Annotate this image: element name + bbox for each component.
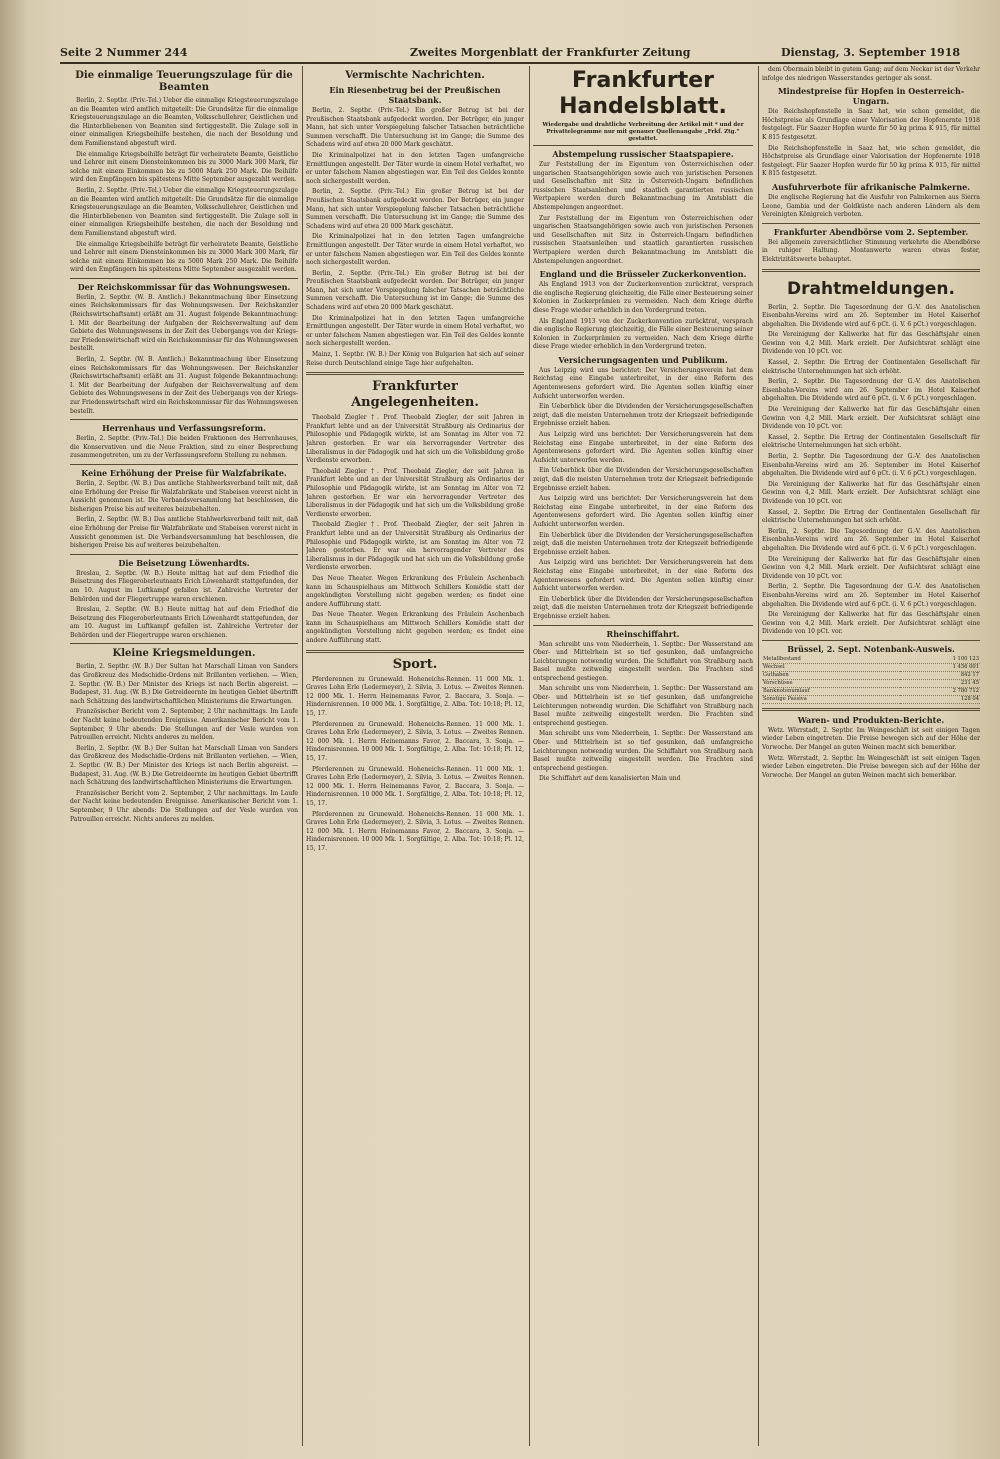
article-paragraph: Pferderennen zu Grunewald. Hoheneichs-Rennen. 11 000 Mk. 1. Graves Lohn Erle (Ledermeyer), 2. Silvia, 3. Lotus. — Zweites Rennen. 12 000 Mk. 1. Herrn Heinemanns Favor, 2. Baccara, 3. Sonja. — Hindernisrennen. 10 000 Mk. 1. Sorgfältige, 2. Alba. Tot: 10:18; Pl. 12, 15, 17. <box>306 720 524 762</box>
table-cell: Metallbestand <box>762 656 900 664</box>
article-paragraph: Kassel, 2. Septbr. Die Ertrag der Continentalen Gesellschaft für elektrische Unternehmungen hat sich erhöht. <box>762 433 980 450</box>
article-paragraph: Französischer Bericht vom 2. September, 2 Uhr nachmittags. Im Laufe der Nacht keine bedeutenden Ereignisse. Amerikanischer Bericht vom 1. September, 9 Uhr abends: Die Stellungen auf der Vesle wurden von Patrouillen erreicht. Nichts anderes zu melden. <box>70 708 298 742</box>
article-paragraph: Zur Feststellung der im Eigentum von Österreichischen oder ungarischen Staatsangehörigen sowie auch von juristischen Personen und Gesellschaften mit Sitz in Österreich-Ungarn befindlichen russischen Staatsanleihen und staatlich garantierten russischen Wertpapiere werden durch Bekanntmachung im Amtsblatt die Abstempelungen angeordnet. <box>533 214 753 265</box>
table-cell: 231 45 <box>900 679 980 687</box>
column-divider <box>302 66 303 1446</box>
article-headline: Ein Riesenbetrug bei der Preußischen Staatsbank. <box>329 85 501 105</box>
article-paragraph: Berlin, 2. Septbr. (W. B.) Der Sultan hat Marschall Liman von Sanders das Großkreuz des Medschidie-Ordens mit Brillanten verliehen. — Wien, 2. Septbr. (W. B.) Der Minister des Kriegs ist nach Berlin abgereist. — Budapest, 31. Aug. (W. B.) Die Getreideernte im heutigen Gebiet übertrifft nach Schätzung des landwirtschaftlichen Ministeriums die Erwartungen. <box>70 663 298 705</box>
column-1 <box>70 66 298 1446</box>
table-title: Brüssel, 2. Sept. Notenbank-Ausweis. <box>787 643 955 654</box>
article-paragraph: Ein Ueberblick über die Dividenden der Versicherungsgesellschaften zeigt, daß die meisten Unternehmen trotz der Kriegszeit befriedigende Ergebnisse erzielt haben. <box>533 467 753 492</box>
article-paragraph: Zur Feststellung der im Eigentum von Österreichischen oder ungarischen Staatsangehörigen sowie auch von juristischen Personen und Gesellschaften mit Sitz in Österreich-Ungarn befindlichen russischen Staatsanleihen und staatlich garantierten russischen Wertpapiere werden durch Bekanntmachung im Amtsblatt die Abstempelungen angeordnet. <box>533 161 753 211</box>
table-row <box>762 695 980 703</box>
article-paragraph: Aus Leipzig wird uns berichtet: Der Versicherungsverein hat dem Reichstag eine Eingabe unterbreitet, in der eine Reform des Agentenwesens gefordert wird. Die Agenten sollen künftig einer Aufsicht unterworfen werden. <box>533 495 753 528</box>
column-3 <box>533 66 753 1446</box>
table-cell: 1 456 001 <box>900 663 980 671</box>
article-paragraph: Französischer Bericht vom 2. September, 2 Uhr nachmittags. Im Laufe der Nacht keine bedeutenden Ereignisse. Amerikanischer Bericht vom 1. September, 9 Uhr abends: Die Stellungen auf der Vesle wurden von Patrouillen erreicht. Nichts anderes zu melden. <box>70 789 298 823</box>
section-headline: Vermischte Nachrichten. <box>345 70 485 81</box>
article-paragraph: Die Kriminalpolizei hat in den letzten Tagen umfangreiche Ermittlungen angestellt. Der Täter wurde in einem Hotel verhaftet, wo er unter falschem Namen abgestiegen war. Ein Teil des Geldes konnte noch sichergestellt werden. <box>306 151 524 185</box>
article-paragraph: Die Vereinigung der Kaliwerke hat für das Geschäftsjahr einen Gewinn von 4,2 Mill. Mark erzielt. Der Aufsichtsrat schlägt eine Dividende von 10 pCt. vor. <box>762 555 980 580</box>
article-paragraph: Die Vereinigung der Kaliwerke hat für das Geschäftsjahr einen Gewinn von 4,2 Mill. Mark erzielt. Der Aufsichtsrat schlägt eine Dividende von 10 pCt. vor. <box>762 331 980 356</box>
table-cell: 1 100 123 <box>900 656 980 664</box>
article-headline: England und die Brüsseler Zuckerkonvention. <box>539 269 747 280</box>
article-headline: Die einmalige Teuerungszulage für die Beamten <box>75 70 293 93</box>
article-paragraph: Die Kriminalpolizei hat in den letzten Tagen umfangreiche Ermittlungen angestellt. Der Täter wurde in einem Hotel verhaftet, wo er unter falschem Namen abgestiegen war. Ein Teil des Geldes konnte noch sichergestellt werden. <box>306 233 524 267</box>
article-paragraph: Die Vereinigung der Kaliwerke hat für das Geschäftsjahr einen Gewinn von 4,2 Mill. Mark erzielt. Der Aufsichtsrat schlägt eine Dividende von 10 pCt. vor. <box>762 611 980 636</box>
table-cell: 842 17 <box>900 671 980 679</box>
date-label: Dienstag, 3. September 1918 <box>780 46 960 59</box>
article-headline: Keine Erhöhung der Preise für Walzfabrikate. <box>81 467 287 478</box>
financial-table <box>762 656 980 704</box>
article-paragraph: Die Vereinigung der Kaliwerke hat für das Geschäftsjahr einen Gewinn von 4,2 Mill. Mark erzielt. Der Aufsichtsrat schlägt eine Dividende von 10 pCt. vor. <box>762 480 980 505</box>
article-paragraph: Pferderennen zu Grunewald. Hoheneichs-Rennen. 11 000 Mk. 1. Graves Lohn Erle (Ledermeyer), 2. Silvia, 3. Lotus. — Zweites Rennen. 12 000 Mk. 1. Herrn Heinemanns Favor, 2. Baccara, 3. Sonja. — Hindernisrennen. 10 000 Mk. 1. Sorgfältige, 2. Alba. Tot: 10:18; Pl. 12, 15, 17. <box>306 810 524 852</box>
article-paragraph: Man schreibt uns vom Niederrhein, 1. Septbr.: Der Wasserstand am Ober- und Mittelrhein ist so tief gesunken, daß umfangreiche Leichterungen notwendig wurden. Die Schiffahrt von Straßburg nach Basel mußte zeitweilig eingestellt werden. Die Frachten sind entsprechend gestiegen. <box>533 685 753 727</box>
article-paragraph: Kassel, 2. Septbr. Die Ertrag der Continentalen Gesellschaft für elektrische Unternehmungen hat sich erhöht. <box>762 508 980 525</box>
article-paragraph: Die Kriminalpolizei hat in den letzten Tagen umfangreiche Ermittlungen angestellt. Der Täter wurde in einem Hotel verhaftet, wo er unter falschem Namen abgestiegen war. Ein Teil des Geldes konnte noch sichergestellt werden. <box>306 314 524 348</box>
table-row <box>762 656 980 664</box>
table-cell: Vorschüsse <box>762 679 900 687</box>
article-paragraph: Als England 1913 von der Zuckerkonvention zurücktrat, versprach die englische Regierung gleichzeitig, die Fälle einer Besteuerung seiner Kolonien in Zuckerprämien zu vermeiden. Nach dem Kriege dürfte diese Frage wieder erheblich in den Vordergrund treten. <box>533 317 753 351</box>
article-paragraph: Aus Leipzig wird uns berichtet: Der Versicherungsverein hat dem Reichstag eine Eingabe unterbreitet, in der eine Reform des Agentenwesens gefordert wird. Die Agenten sollen künftig einer Aufsicht unterworfen werden. <box>533 366 753 400</box>
article-paragraph: Bei allgemein zuversichtlicher Stimmung verkehrte die Abendbörse in ruhiger Haltung. Montanwerte waren etwas fester, Elektrizitätswerte behauptet. <box>762 238 980 263</box>
section-headline: Drahtmeldungen. <box>787 278 955 299</box>
divider <box>533 625 753 626</box>
article-headline: Herrenhaus und Verfassungsreform. <box>102 423 266 434</box>
article-paragraph: Berlin, 2. Septbr. (Priv.-Tel.) Ueber die einmalige Kriegsteuerungszulage an die Beamten wird amtlich mitgeteilt: Die Grundsätze für die einmalige Kriegsteuerungszulage an die Beamten, Volksschullehrer, Geistlichen und die Hinterbliebenen von Beamten sind fertiggestellt. Die Zulage soll in einer einmaligen Kriegsbeihilfe bestehen, die nach der Besoldung und dem Familienstand abgestuft wird. <box>70 186 298 237</box>
article-paragraph: Berlin, 2. Septbr. (Priv.-Tel.) Ein großer Betrug ist bei der Preußischen Staatsbank aufgedeckt worden. Der Betrüger, ein junger Mann, hat sich unter Vorspiegelung falscher Tatsachen beträchtliche Summen verschafft. Die Untersuchung ist im Gange; die Summe des Schadens wird auf etwa 20 000 Mark geschätzt. <box>306 269 524 312</box>
article-headline: Kleine Kriegsmeldungen. <box>112 648 256 660</box>
newspaper-title: Zweites Morgenblatt der Frankfurter Zeitung <box>410 46 691 59</box>
section-title: Frankfurter Handelsblatt. <box>559 68 727 119</box>
article-paragraph: Berlin, 2. Septbr. (W. B.) Der Sultan hat Marschall Liman von Sanders das Großkreuz des Medschidie-Ordens mit Brillanten verliehen. — Wien, 2. Septbr. (W. B.) Der Minister des Kriegs ist nach Berlin abgereist. — Budapest, 31. Aug. (W. B.) Die Getreideernte im heutigen Gebiet übertrifft nach Schätzung des landwirtschaftlichen Ministeriums die Erwartungen. <box>70 744 298 787</box>
divider <box>70 278 298 279</box>
divider <box>70 464 298 465</box>
table-cell: Wechsel <box>762 663 900 671</box>
article-paragraph: Man schreibt uns vom Niederrhein, 1. Septbr.: Der Wasserstand am Ober- und Mittelrhein ist so tief gesunken, daß umfangreiche Leichterungen notwendig wurden. Die Schiffahrt von Straßburg nach Basel mußte zeitweilig eingestellt werden. Die Frachten sind entsprechend gestiegen. <box>533 640 753 682</box>
article-paragraph: Aus Leipzig wird uns berichtet: Der Versicherungsverein hat dem Reichstag eine Eingabe unterbreitet, in der eine Reform des Agentenwesens gefordert wird. Die Agenten sollen künftig einer Aufsicht unterworfen werden. <box>533 559 753 593</box>
table-cell: Sonstige Passiva <box>762 695 900 703</box>
article-paragraph: Das Neue Theater. Wegen Erkrankung des Fräulein Aschenbach kann im Schauspielhaus am Mittwoch Schillers Komödie statt der angekündigten Vorstellung nicht gegeben werden; es findet eine andere Aufführung statt. <box>306 574 524 608</box>
column-divider <box>758 66 759 1446</box>
divider <box>70 554 298 555</box>
divider <box>306 372 524 375</box>
article-paragraph: Berlin, 2. Septbr. Die Tagesordnung der G.-V. des Anatolischen Eisenbahn-Vereins wird am 26. September im Hotel Kaiserhof abgehalten. Die Dividende wird auf 6 pCt. (i. V. 6 pCt.) vorgeschlagen. <box>762 453 980 478</box>
article-paragraph: Ein Ueberblick über die Dividenden der Versicherungsgesellschaften zeigt, daß die meisten Unternehmen trotz der Kriegszeit befriedigende Ergebnisse erzielt haben. <box>533 595 753 620</box>
table-cell: Guthaben <box>762 671 900 679</box>
page-edge-shadow <box>0 0 28 1459</box>
article-paragraph: Theobald Ziegler †. Prof. Theobald Ziegler, der seit Jahren in Frankfurt lebte und an der Universität Straßburg als Ordinarius der Philosophie und Pädagogik wirkte, ist am Sonntag im Alter von 72 Jahren gestorben. Er war ein hervorragender Vertreter des Liberalismus in der Pädagogik und hat sich um die Volksbildung große Verdienste erworben. <box>306 414 524 465</box>
table-cell: 2 780 712 <box>900 687 980 695</box>
divider <box>762 640 980 641</box>
article-headline: Rheinschiffahrt. <box>606 628 680 639</box>
article-paragraph: Die einmalige Kriegsbeihilfe beträgt für verheiratete Beamte, Geistliche und Lehrer mit einem Diensteinkommen bis zu 3000 Mark 300 Mark, für solche mit einem Einkommen bis zu 5000 Mark 250 Mark. Die Beihilfe wird den Empfängern bis spätestens Mitte September ausgezahlt werden. <box>70 150 298 184</box>
article-headline: Der Reichskommissar für das Wohnungswesen. <box>77 281 291 292</box>
article-paragraph: Berlin, 2. Septbr. Die Tagesordnung der G.-V. des Anatolischen Eisenbahn-Vereins wird am 26. September im Hotel Kaiserhof abgehalten. Die Dividende wird auf 6 pCt. (i. V. 6 pCt.) vorgeschlagen. <box>762 583 980 608</box>
table-cell: Banknotenumlauf <box>762 687 900 695</box>
article-paragraph: Ein Ueberblick über die Dividenden der Versicherungsgesellschaften zeigt, daß die meisten Unternehmen trotz der Kriegszeit befriedigende Ergebnisse erzielt haben. <box>533 531 753 556</box>
article-paragraph: Berlin, 2. Septbr. (Priv.-Tel.) Die beiden Fraktionen des Herrenhauses, die Konservativen und die Neue Fraktion, sind zu einer Besprechung zusammengetreten, um zu der Verfassungsreform Stellung zu nehmen. <box>70 435 298 460</box>
article-paragraph: Berlin, 2. Septbr. Die Tagesordnung der G.-V. des Anatolischen Eisenbahn-Vereins wird am 26. September im Hotel Kaiserhof abgehalten. Die Dividende wird auf 6 pCt. (i. V. 6 pCt.) vorgeschlagen. <box>762 378 980 403</box>
article-paragraph: Berlin, 2. Septbr. Die Tagesordnung der G.-V. des Anatolischen Eisenbahn-Vereins wird am 26. September im Hotel Kaiserhof abgehalten. Die Dividende wird auf 6 pCt. (i. V. 6 pCt.) vorgeschlagen. <box>762 527 980 552</box>
masthead <box>60 44 960 64</box>
article-headline: Versicherungsagenten und Publikum. <box>558 354 728 365</box>
article-paragraph: Die englische Regierung hat die Ausfuhr von Palmkernen aus Sierra Leone, Gambia und der Goldküste nach anderen Ländern als dem Vereinigten Königreich verboten. <box>762 193 980 219</box>
divider <box>762 708 980 711</box>
article-paragraph: dem Obermain bleibt in gutem Gang; auf dem Neckar ist der Verkehr infolge des niedrigen Wasserstandes geringer als sonst. <box>762 66 980 82</box>
divider <box>762 269 980 272</box>
divider <box>70 419 298 420</box>
table-row <box>762 687 980 695</box>
article-paragraph: Berlin, 2. Septbr. (Priv.-Tel.) Ein großer Betrug ist bei der Preußischen Staatsbank aufgedeckt worden. Der Betrüger, ein junger Mann, hat sich unter Vorspiegelung falscher Tatsachen beträchtliche Summen verschafft. Die Untersuchung ist im Gange; die Summe des Schadens wird auf etwa 20 000 Mark geschätzt. <box>306 188 524 230</box>
article-paragraph: Berlin, 2. Septbr. (W. B. Amtlich.) Bekanntmachung über Einsetzung eines Reichskommissars für das Wohnungswesen. Der Reichskanzler (Reichswirtschaftsamt) erläßt am 31. August folgende Bekanntmachung: I. Mit der Bearbeitung der Aufgaben der Reichsverwaltung auf dem Gebiete des Wohnungswesens in der Zeit des Uebergangs von der Kriegs- zur Friedenswirtschaft wird ein Reichskommissar für das Wohnungswesen bestellt. <box>70 356 298 415</box>
article-headline: Frankfurter Abendbörse vom 2. September. <box>773 226 969 237</box>
article-paragraph: Berlin, 2. Septbr. (Priv.-Tel.) Ueber die einmalige Kriegsteuerungszulage an die Beamten wird amtlich mitgeteilt: Die Grundsätze für die einmalige Kriegsteuerungszulage an die Beamten, Volksschullehrer, Geistlichen und die Hinterbliebenen von Beamten sind fertiggestellt. Die Zulage soll in einer einmaligen Kriegsbeihilfe bestehen, die nach der Besoldung und dem Familienstand abgestuft wird. <box>70 97 298 147</box>
column-divider <box>529 66 530 1446</box>
article-headline: Mindestpreise für Hopfen in Oesterreich-Ungarn. <box>777 86 965 107</box>
article-paragraph: Wetz. Wörrstadt, 2. Septbr. Im Weingeschäft ist seit einigen Tagen wieder Leben eingetreten. Die Preise bewegen sich auf der Höhe der Vorwoche. Der Mangel an guten Weinen macht sich bemerkbar. <box>762 726 980 752</box>
article-paragraph: Mainz, 1. Septbr. (W. B.) Der König von Bulgarien hat sich auf seiner Reise durch Deutschland einige Tage hier aufgehalten. <box>306 351 524 367</box>
article-paragraph: Berlin, 2. Septbr. (W. B.) Das amtliche Stahlwerksverband teilt mit, daß eine Erhöhung der Preise für Walzfabrikate und Stabeisen vorerst nicht in Aussicht genommen ist. Die Verbandsversammlung hat beschlossen, die bisherigen Preise bis auf weiteres beizubehalten. <box>70 516 298 550</box>
article-paragraph: Kassel, 2. Septbr. Die Ertrag der Continentalen Gesellschaft für elektrische Unternehmungen hat sich erhöht. <box>762 359 980 375</box>
article-headline: Die Beisetzung Löwenhardts. <box>118 557 250 568</box>
table-row <box>762 671 980 679</box>
page-number-label: Seite 2 Nummer 244 <box>60 46 188 59</box>
article-paragraph: Theobald Ziegler †. Prof. Theobald Ziegler, der seit Jahren in Frankfurt lebte und an der Universität Straßburg als Ordinarius der Philosophie und Pädagogik wirkte, ist am Sonntag im Alter von 72 Jahren gestorben. Er war ein hervorragender Vertreter des Liberalismus in der Pädagogik und hat sich um die Volksbildung große Verdienste erworben. <box>306 467 524 518</box>
article-paragraph: Die Vereinigung der Kaliwerke hat für das Geschäftsjahr einen Gewinn von 4,2 Mill. Mark erzielt. Der Aufsichtsrat schlägt eine Dividende von 10 pCt. vor. <box>762 406 980 431</box>
article-paragraph: Das Neue Theater. Wegen Erkrankung des Fräulein Aschenbach kann im Schauspielhaus am Mittwoch Schillers Komödie statt der angekündigten Vorstellung nicht gegeben werden; es findet eine andere Aufführung statt. <box>306 611 524 645</box>
article-headline: Waren- und Produkten-Berichte. <box>797 714 945 725</box>
column-2 <box>306 66 524 1446</box>
article-paragraph: Theobald Ziegler †. Prof. Theobald Ziegler, der seit Jahren in Frankfurt lebte und an der Universität Straßburg als Ordinarius der Philosophie und Pädagogik wirkte, ist am Sonntag im Alter von 72 Jahren gestorben. Er war ein hervorragender Vertreter des Liberalismus in der Pädagogik und hat sich um die Volksbildung große Verdienste erworben. <box>306 521 524 572</box>
divider <box>306 650 524 653</box>
table-cell: 128 04 <box>900 695 980 703</box>
table-row <box>762 679 980 687</box>
article-paragraph: Breslau, 2. Septbr. (W. B.) Heute mittag hat auf dem Friedhof die Beisetzung des Fliegeroberleutnants Erich Löwenhardt stattgefunden, der am 10. August im Luftkampf gefallen ist. Zahlreiche Vertreter der Behörden und der Fliegertruppe waren erschienen. <box>70 569 298 603</box>
divider <box>70 643 298 644</box>
article-paragraph: Man schreibt uns vom Niederrhein, 1. Septbr.: Der Wasserstand am Ober- und Mittelrhein ist so tief gesunken, daß umfangreiche Leichterungen notwendig wurden. Die Schiffahrt von Straßburg nach Basel mußte zeitweilig eingestellt werden. Die Frachten sind entsprechend gestiegen. <box>533 730 753 772</box>
article-headline: Abstempelung russischer Staatspapiere. <box>552 149 734 159</box>
section-headline: Sport. <box>392 656 438 672</box>
article-paragraph: Die einmalige Kriegsbeihilfe beträgt für verheiratete Beamte, Geistliche und Lehrer mit einem Diensteinkommen bis zu 3000 Mark 300 Mark, für solche mit einem Einkommen bis zu 5000 Mark 250 Mark. Die Beihilfe wird den Empfängern bis spätestens Mitte September ausgezahlt werden. <box>70 240 298 274</box>
article-paragraph: Die Reichshopfenstelle in Saaz hat, wie schon gemeldet, die Höchstpreise als Grundlage einer Valorisation der Hopfenernte 1918 festgelegt. Für Saazer Hopfen wurde für 50 kg prima K 915, für mittel K 815 festgesetzt. <box>762 144 980 178</box>
section-headline: Frankfurter Angelegenheiten. <box>351 379 479 411</box>
divider <box>762 223 980 224</box>
article-paragraph: Berlin, 2. Septbr. (W. B. Amtlich.) Bekanntmachung über Einsetzung eines Reichskommissars für das Wohnungswesen. Der Reichskanzler (Reichswirtschaftsamt) erläßt am 31. August folgende Bekanntmachung: I. Mit der Bearbeitung der Aufgaben der Reichsverwaltung auf dem Gebiete des Wohnungswesens in der Zeit des Uebergangs von der Kriegs- zur Friedenswirtschaft wird ein Reichskommissar für das Wohnungswesen bestellt. <box>70 293 298 353</box>
article-paragraph: Ein Ueberblick über die Dividenden der Versicherungsgesellschaften zeigt, daß die meisten Unternehmen trotz der Kriegszeit befriedigende Ergebnisse erzielt haben. <box>533 403 753 428</box>
article-paragraph: Berlin, 2. Septbr. (Priv.-Tel.) Ein großer Betrug ist bei der Preußischen Staatsbank aufgedeckt worden. Der Betrüger, ein junger Mann, hat sich unter Vorspiegelung falscher Tatsachen beträchtliche Summen verschafft. Die Untersuchung ist im Gange; die Summe des Schadens wird auf etwa 20 000 Mark geschätzt. <box>306 107 524 149</box>
article-paragraph: Aus Leipzig wird uns berichtet: Der Versicherungsverein hat dem Reichstag eine Eingabe unterbreitet, in der eine Reform des Agentenwesens gefordert wird. Die Agenten sollen künftig einer Aufsicht unterworfen werden. <box>533 431 753 464</box>
article-paragraph: Breslau, 2. Septbr. (W. B.) Heute mittag hat auf dem Friedhof die Beisetzung des Fliegeroberleutnants Erich Löwenhardt stattgefunden, der am 10. August im Luftkampf gefallen ist. Zahlreiche Vertreter der Behörden und der Fliegertruppe waren erschienen. <box>70 606 298 639</box>
article-paragraph: Als England 1913 von der Zuckerkonvention zurücktrat, versprach die englische Regierung gleichzeitig, die Fälle einer Besteuerung seiner Kolonien in Zuckerprämien zu vermeiden. Nach dem Kriege dürfte diese Frage wieder erheblich in den Vordergrund treten. <box>533 281 753 314</box>
article-paragraph: Berlin, 2. Septbr. Die Tagesordnung der G.-V. des Anatolischen Eisenbahn-Vereins wird am 26. September im Hotel Kaiserhof abgehalten. Die Dividende wird auf 6 pCt. (i. V. 6 pCt.) vorgeschlagen. <box>762 303 980 328</box>
article-paragraph: Berlin, 2. Septbr. (W. B.) Das amtliche Stahlwerksverband teilt mit, daß eine Erhöhung der Preise für Walzfabrikate und Stabeisen vorerst nicht in Aussicht genommen ist. Die Verbandsversammlung hat beschlossen, die bisherigen Preise bis auf weiteres beizubehalten. <box>70 479 298 513</box>
article-paragraph: Pferderennen zu Grunewald. Hoheneichs-Rennen. 11 000 Mk. 1. Graves Lohn Erle (Ledermeyer), 2. Silvia, 3. Lotus. — Zweites Rennen. 12 000 Mk. 1. Herrn Heinemanns Favor, 2. Baccara, 3. Sonja. — Hindernisrennen. 10 000 Mk. 1. Sorgfältige, 2. Alba. Tot: 10:18; Pl. 12, 15, 17. <box>306 675 524 718</box>
article-paragraph: Wetz. Wörrstadt, 2. Septbr. Im Weingeschäft ist seit einigen Tagen wieder Leben eingetreten. Die Preise bewegen sich auf der Höhe der Vorwoche. Der Mangel an guten Weinen macht sich bemerkbar. <box>762 754 980 779</box>
article-paragraph: Die Schiffahrt auf dem kanalisierten Main und <box>539 775 681 783</box>
article-paragraph: Die Reichshopfenstelle in Saaz hat, wie schon gemeldet, die Höchstpreise als Grundlage einer Valorisation der Hopfenernte 1918 festgelegt. Für Saazer Hopfen wurde für 50 kg prima K 915, für mittel K 815 festgesetzt. <box>762 108 980 141</box>
section-subtitle: Wiedergabe und drahtliche Verbreitung der Artikel mit * und der Privattelegramme nur mit genauer Quellenangabe „Frkf. Ztg.“ gestattet. <box>533 122 753 146</box>
article-headline: Ausfuhrverbote für afrikanische Palmkerne. <box>771 181 971 192</box>
table-row <box>762 663 980 671</box>
article-paragraph: Pferderennen zu Grunewald. Hoheneichs-Rennen. 11 000 Mk. 1. Graves Lohn Erle (Ledermeyer), 2. Silvia, 3. Lotus. — Zweites Rennen. 12 000 Mk. 1. Herrn Heinemanns Favor, 2. Baccara, 3. Sonja. — Hindernisrennen. 10 000 Mk. 1. Sorgfältige, 2. Alba. Tot: 10:18; Pl. 12, 15, 17. <box>306 765 524 807</box>
column-4 <box>762 66 980 1446</box>
